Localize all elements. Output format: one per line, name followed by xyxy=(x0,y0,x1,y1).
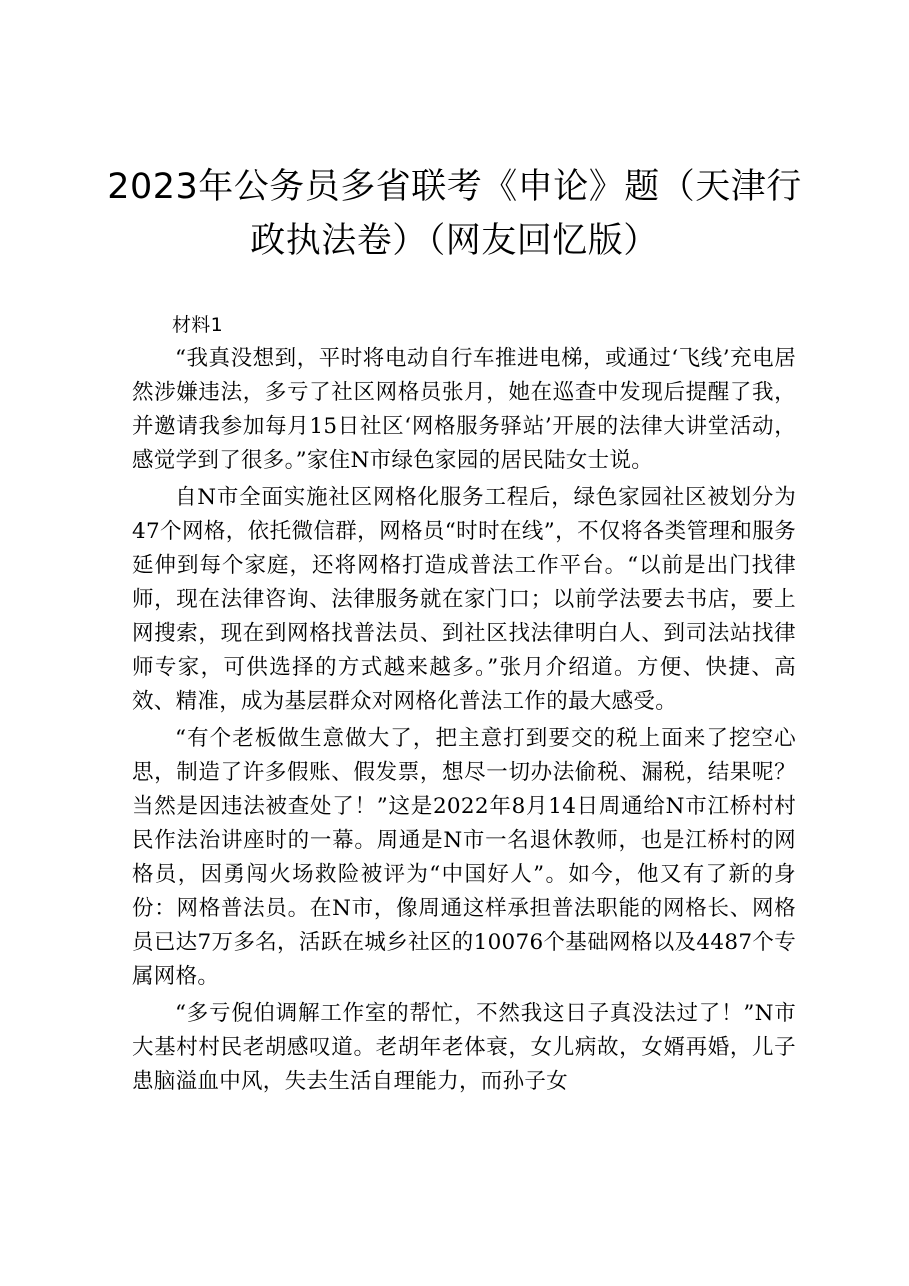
paragraph: “我真没想到，平时将电动自行车推进电梯，或通过‘飞线’充电居然涉嫌违法，多亏了社区网格员张月，她在巡查中发现后提醒了我，并邀请我参加每月15日社区‘网格服务驿站’开展的法律大讲堂活动，感觉学到了很多。”家住N市绿色家园的居民陆女士说。 xyxy=(132,346,796,473)
title-line-2: 政执法卷）（网友回忆版） xyxy=(250,221,659,261)
paragraph: 自N市全面实施社区网格化服务工程后，绿色家园社区被划分为47个网格，依托微信群，网格员“时时在线”，不仅将各类管理和服务延伸到每个家庭，还将网格打造成普法工作平台。“以前是出门找律师，现在法律咨询、法律服务就在家门口；以前学法要去书店，要上网搜索，现在到网格找普法员、到社区找法律明白人、到司法站找律师专家，可供选择的方式越来越多。”张月介绍道。方便、快捷、高效、精准，成为基层群众对网格化普法工作的最大感受。 xyxy=(132,485,796,714)
material-heading: 材料1 xyxy=(172,314,223,336)
title-line-1: 2023年公务员多省联考《申论》题（天津行 xyxy=(107,167,802,207)
document-body xyxy=(132,308,796,1102)
paragraph: “有个老板做生意做大了，把主意打到要交的税上面来了挖空心思，制造了许多假账、假发票，想尽一切办法偷税、漏税，结果呢？当然是因违法被查处了！”这是2022年8月14日周通给N市江桥村村民作法治讲座时的一幕。周通是N市一名退休教师，也是江桥村的网格员，因勇闯火场救险被评为“中国好人”。如今，他又有了新的身份：网格普法员。在N市，像周通这样承担普法职能的网格长、网格员已达7万多名，活跃在城乡社区的10076个基础网格以及4487个专属网格。 xyxy=(132,726,796,989)
paragraph: “多亏倪伯调解工作室的帮忙，不然我这日子真没法过了！”N市大基村村民老胡感叹道。老胡年老体衰，女儿病故，女婿再婚，儿子患脑溢血中风，失去生活自理能力，而孙子女 xyxy=(132,1001,796,1094)
document-title xyxy=(90,160,819,268)
